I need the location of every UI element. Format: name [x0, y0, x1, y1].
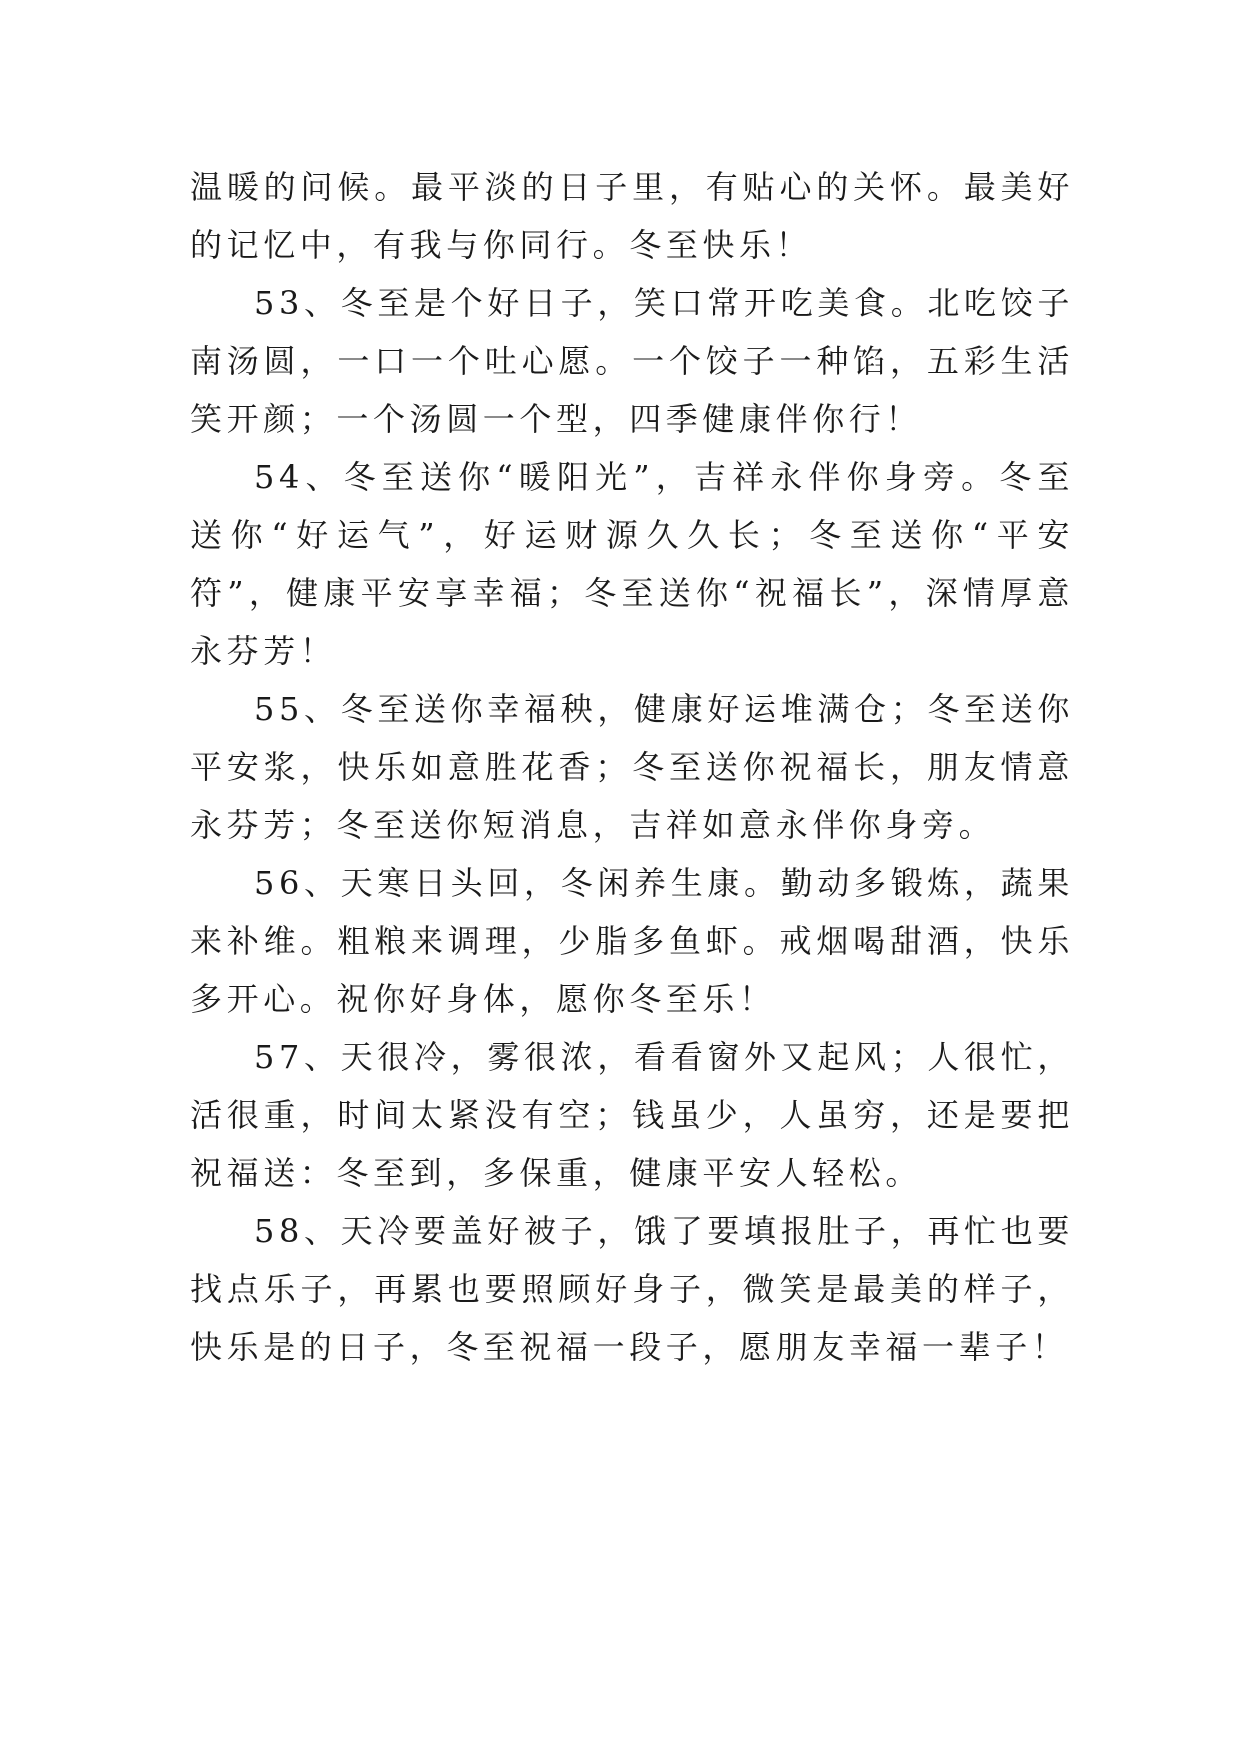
- paragraph-54: 54、冬至送你“暖阳光”，吉祥永伴你身旁。冬至送你“好运气”，好运财源久久长；冬至送你“平安符”，健康平安享幸福；冬至送你“祝福长”，深情厚意永芬芳！: [190, 458, 1074, 670]
- document-body: [190, 158, 1074, 1376]
- paragraph-56: 56、天寒日头回，冬闲养生康。勤动多锻炼，蔬果来补维。粗粮来调理，少脂多鱼虾。戒烟喝甜酒，快乐多开心。祝你好身体，愿你冬至乐！: [190, 864, 1074, 1018]
- paragraph-53: 53、冬至是个好日子，笑口常开吃美食。北吃饺子南汤圆，一口一个吐心愿。一个饺子一种馅，五彩生活笑开颜；一个汤圆一个型，四季健康伴你行！: [190, 284, 1074, 438]
- paragraph-continued: 温暖的问候。最平淡的日子里，有贴心的关怀。最美好的记忆中，有我与你同行。冬至快乐！: [190, 168, 1074, 264]
- paragraph-57: 57、天很冷，雾很浓，看看窗外又起风；人很忙，活很重，时间太紧没有空；钱虽少，人虽穷，还是要把祝福送：冬至到，多保重，健康平安人轻松。: [190, 1038, 1074, 1192]
- paragraph-55: 55、冬至送你幸福秧，健康好运堆满仓；冬至送你平安浆，快乐如意胜花香；冬至送你祝福长，朋友情意永芬芳；冬至送你短消息，吉祥如意永伴你身旁。: [190, 690, 1074, 844]
- paragraph-58: 58、天冷要盖好被子，饿了要填报肚子，再忙也要找点乐子，再累也要照顾好身子，微笑是最美的样子，快乐是的日子，冬至祝福一段子，愿朋友幸福一辈子！: [190, 1212, 1074, 1366]
